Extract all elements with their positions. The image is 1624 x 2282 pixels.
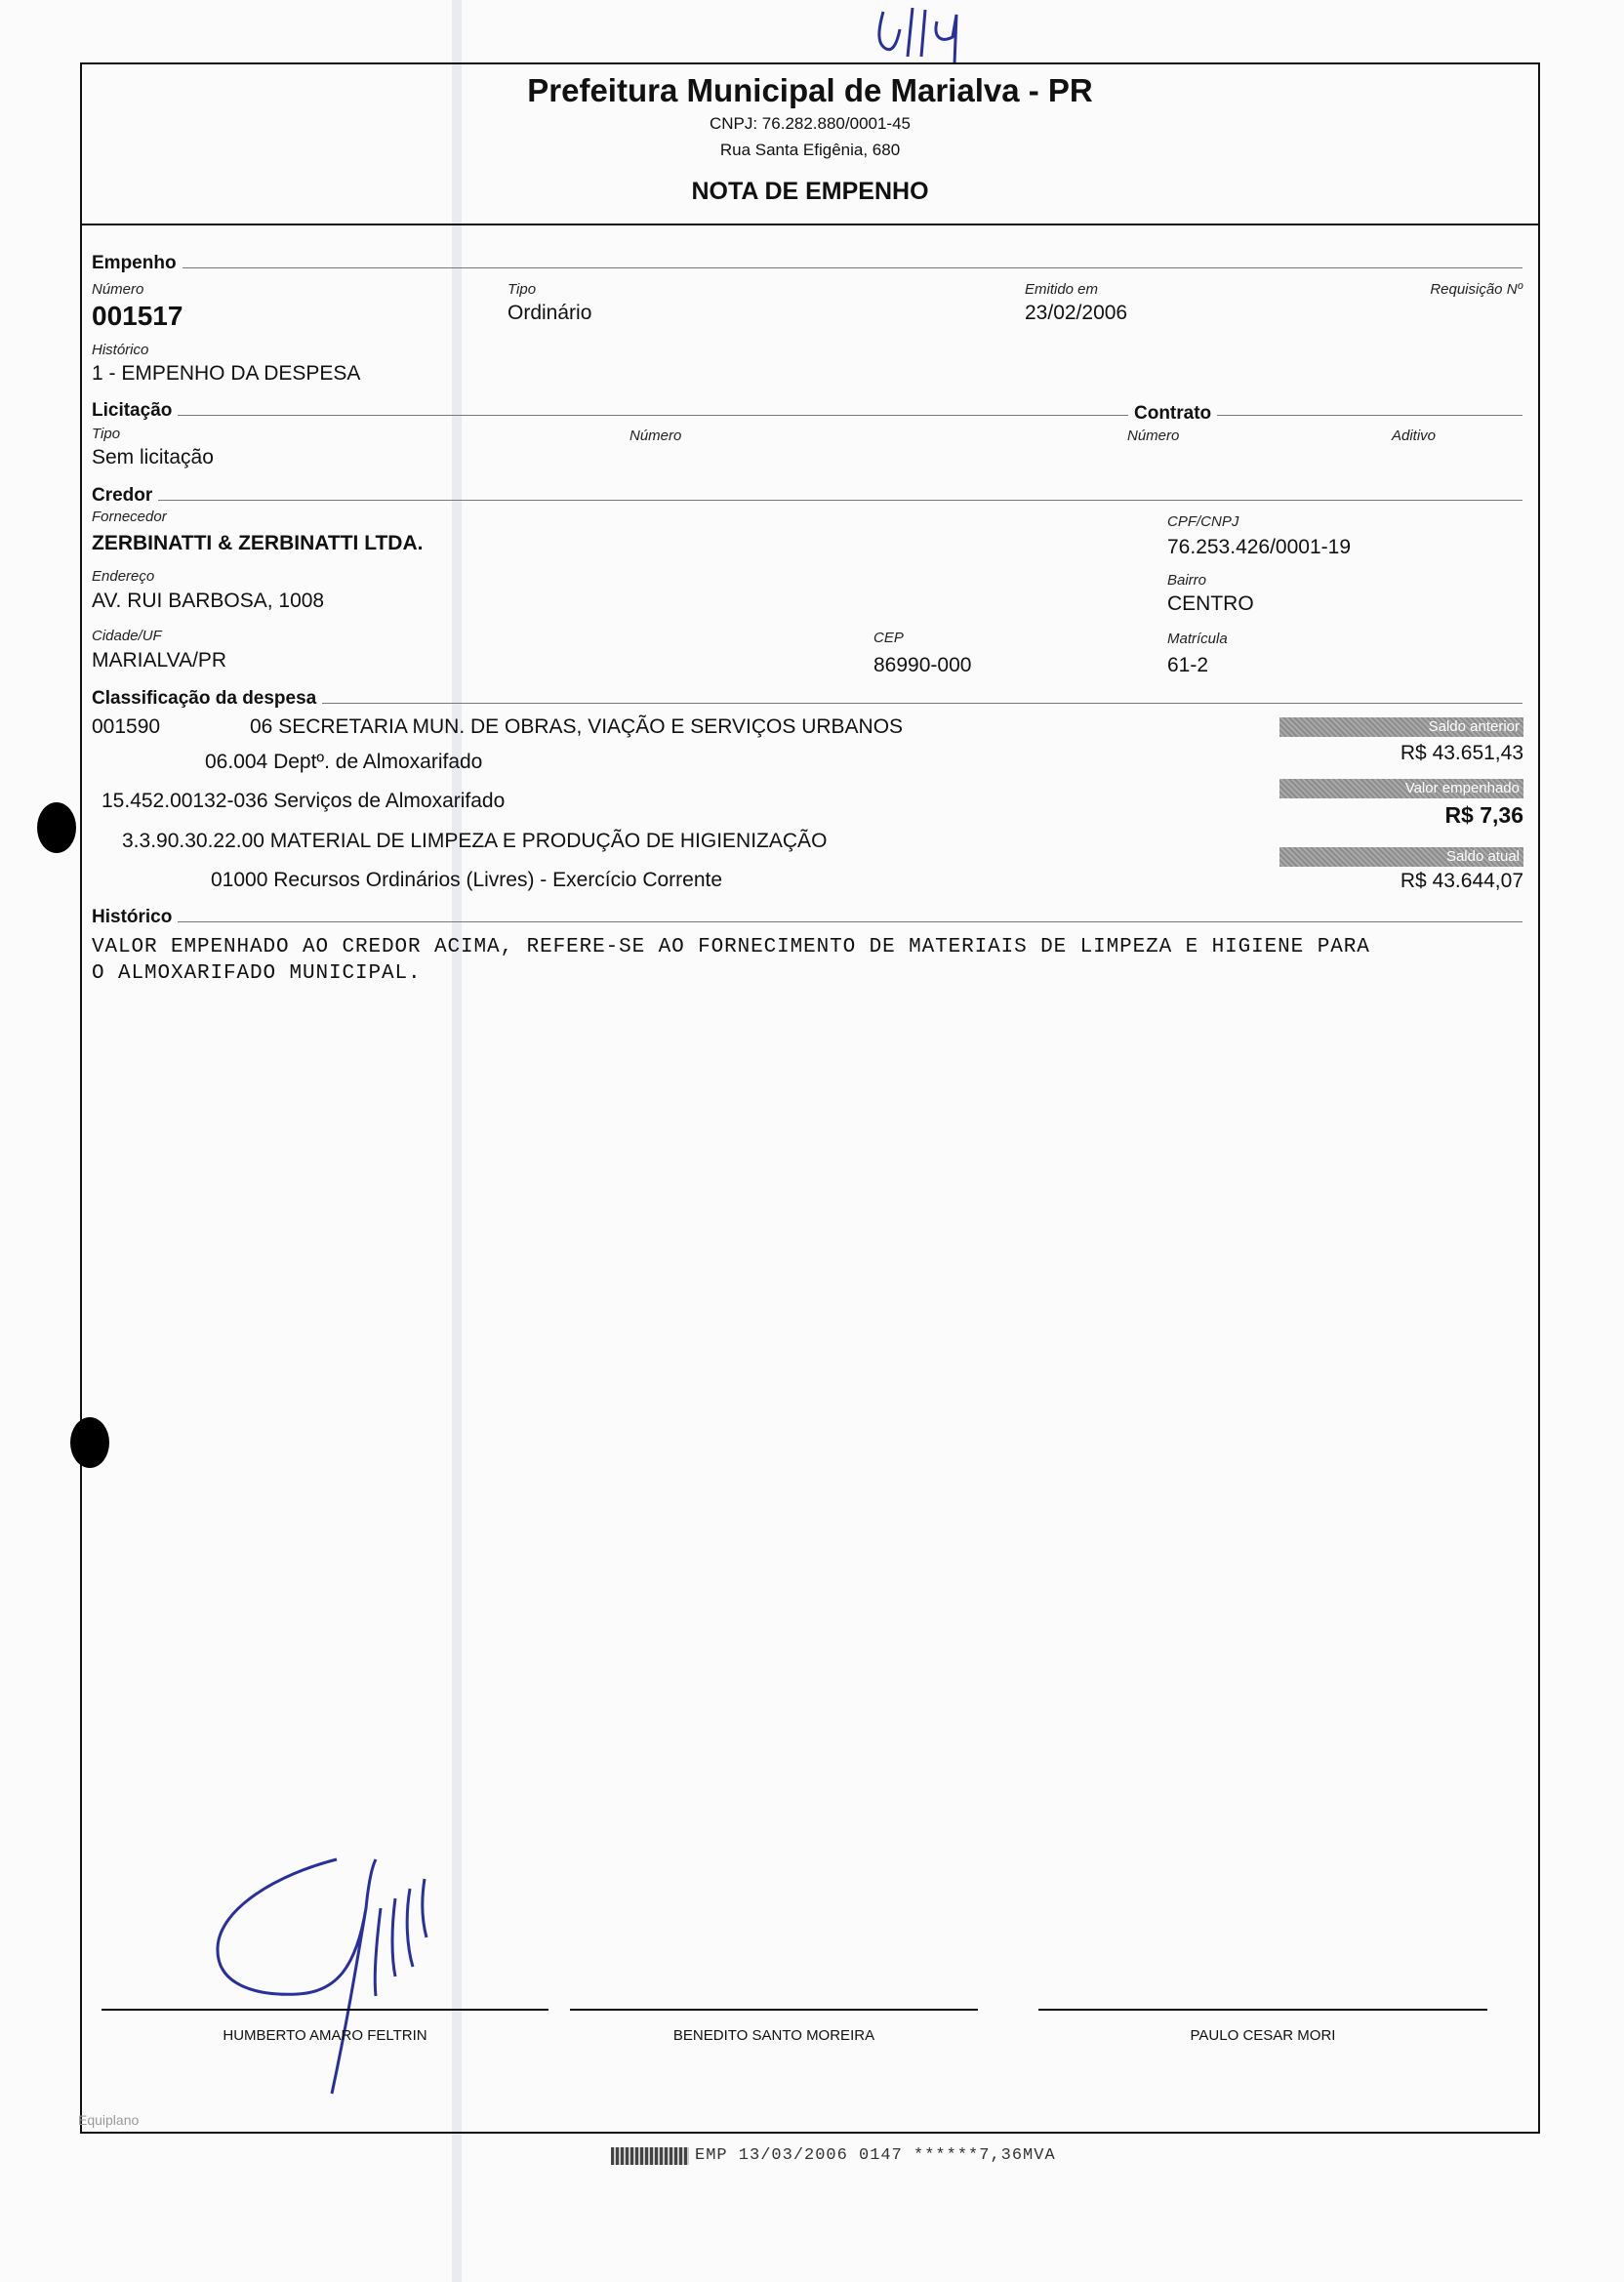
emitido-label: Emitido em — [1025, 281, 1099, 298]
punch-hole-bottom — [70, 1417, 109, 1468]
credor-cep: 86990-000 — [873, 654, 972, 676]
signatory-2: BENEDITO SANTO MOREIRA — [672, 2027, 875, 2044]
handwritten-signature — [200, 1850, 473, 2108]
section-contrato: Contrato — [1128, 403, 1217, 425]
header-cnpj: CNPJ: 76.282.880/0001-45 — [709, 114, 912, 133]
credor-bairro: CENTRO — [1167, 592, 1254, 615]
section-empenho: Empenho — [92, 253, 183, 274]
classificacao-codigo: 001590 — [92, 715, 161, 738]
empenho-rule — [92, 267, 1522, 268]
machine-stamp: EMP 13/03/2006 0147 ******7,36MVA — [695, 2146, 1056, 2165]
credor-fornecedor: ZERBINATTI & ZERBINATTI LTDA. — [92, 532, 424, 554]
saldo-atual-value: R$ 43.644,07 — [1400, 870, 1523, 892]
contrato-aditivo-label: Aditivo — [1392, 428, 1437, 444]
historico-text-line2: O ALMOXARIFADO MUNICIPAL. — [92, 962, 422, 985]
classificacao-orgao: 06 SECRETARIA MUN. DE OBRAS, VIAÇÃO E SERVIÇOS URBANOS — [250, 715, 904, 738]
historico-label: Histórico — [92, 342, 149, 358]
empenho-tipo: Ordinário — [508, 302, 592, 324]
empenho-historico: 1 - EMPENHO DA DESPESA — [92, 362, 361, 385]
page-title: Prefeitura Municipal de Marialva - PR — [527, 72, 1093, 108]
section-credor: Credor — [92, 485, 158, 507]
numero-label: Número — [92, 281, 144, 298]
licitacao-tipo-label: Tipo — [92, 426, 121, 442]
historico-rule — [92, 921, 1522, 922]
signatory-1: HUMBERTO AMARO FELTRIN — [223, 2027, 427, 2044]
signatory-3: PAULO CESAR MORI — [1190, 2027, 1336, 2044]
cep-label: CEP — [873, 630, 904, 646]
section-historico: Histórico — [92, 907, 178, 928]
section-licitacao: Licitação — [92, 400, 178, 422]
signature-line-3 — [1038, 2009, 1487, 2011]
credor-endereco: AV. RUI BARBOSA, 1008 — [92, 590, 325, 612]
fornecedor-label: Fornecedor — [92, 509, 167, 525]
licitacao-tipo: Sem licitação — [92, 446, 214, 469]
classificacao-natureza: 3.3.90.30.22.00 MATERIAL DE LIMPEZA E PRODUÇÃO DE HIGIENIZAÇÃO — [122, 830, 828, 852]
historico-text-line1: VALOR EMPENHADO AO CREDOR ACIMA, REFERE-SE AO FORNECIMENTO DE MATERIAIS DE LIMPEZA E HIGIENE PARA — [92, 936, 1370, 958]
header-address: Rua Santa Efigênia, 680 — [719, 141, 901, 159]
saldo-anterior-label: Saldo anterior — [1279, 717, 1523, 737]
endereco-label: Endereço — [92, 568, 155, 585]
document-title: NOTA DE EMPENHO — [691, 178, 929, 205]
saldo-atual-label: Saldo atual — [1279, 847, 1523, 867]
requisicao-label: Requisição Nº — [1430, 281, 1522, 298]
classificacao-funcional: 15.452.00132-036 Serviços de Almoxarifado — [102, 790, 506, 812]
bairro-label: Bairro — [1167, 572, 1207, 589]
credor-cpf: 76.253.426/0001-19 — [1167, 536, 1352, 558]
punch-hole-top — [37, 802, 76, 853]
licitacao-numero-label: Número — [629, 428, 682, 444]
tipo-label: Tipo — [508, 281, 537, 298]
valor-empenhado-label: Valor empenhado — [1279, 779, 1523, 798]
credor-matricula: 61-2 — [1167, 654, 1209, 676]
stamp-logo — [611, 2147, 689, 2165]
signature-line-2 — [570, 2009, 978, 2011]
empenho-emitido: 23/02/2006 — [1025, 302, 1128, 324]
matricula-label: Matrícula — [1167, 631, 1228, 647]
licitacao-rule — [92, 415, 1522, 416]
header-divider — [80, 224, 1538, 225]
classificacao-recurso: 01000 Recursos Ordinários (Livres) - Exercício Corrente — [211, 869, 723, 891]
credor-rule — [92, 500, 1522, 501]
brand-watermark: Equiplano — [78, 2112, 140, 2128]
cidade-label: Cidade/UF — [92, 628, 162, 644]
cpf-label: CPF/CNPJ — [1167, 513, 1239, 530]
signature-line-1 — [102, 2009, 548, 2011]
saldo-anterior-value: R$ 43.651,43 — [1400, 742, 1523, 764]
credor-cidade: MARIALVA/PR — [92, 649, 227, 672]
section-classificacao: Classificação da despesa — [92, 688, 322, 710]
valor-empenhado-value: R$ 7,36 — [1444, 802, 1523, 828]
empenho-numero: 001517 — [92, 301, 183, 331]
contrato-numero-label: Número — [1127, 428, 1180, 444]
classificacao-unidade: 06.004 Deptº. de Almoxarifado — [205, 751, 483, 773]
